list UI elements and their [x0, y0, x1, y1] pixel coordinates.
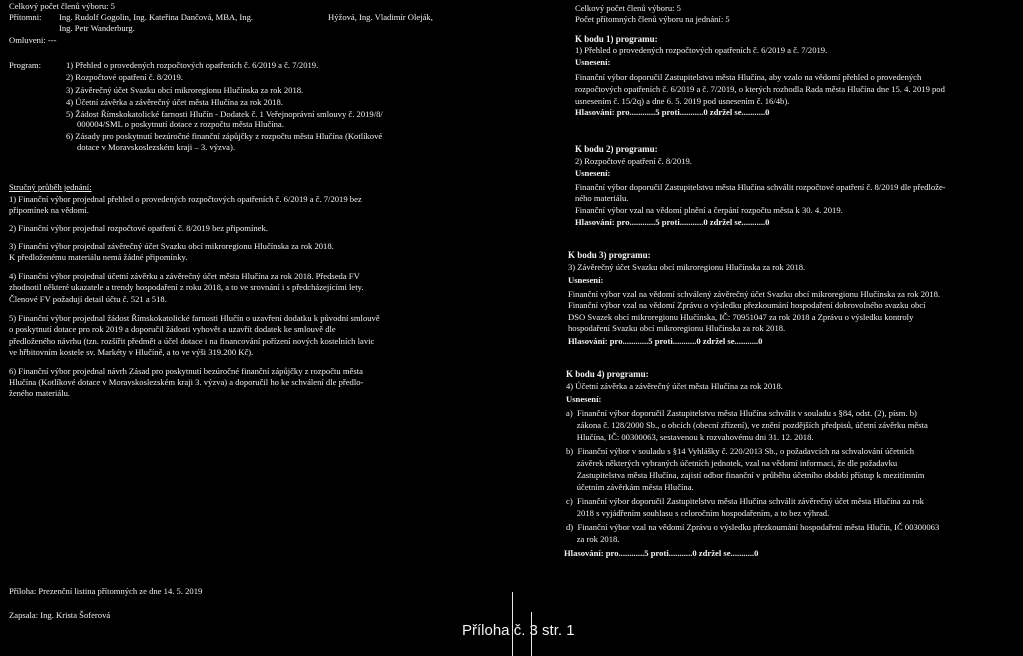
present-label: Přítomni: [9, 12, 42, 22]
resolution-line: d) Finanční výbor vzal na vědomí Zprávu o výsledku přezkoumání hospodaření města Hlučín, IČ 00300063 [566, 522, 940, 532]
vote-line: Hlasování: pro............5 proti...........0 zdržel se...........0 [568, 336, 763, 346]
course-line: 5) Finanční výbor projednal žádost Římskokatolické farnosti Hlučín o uzavření dodatku k původní smlouvě [9, 313, 380, 323]
resolution-line: Finanční výbor vzal na vědomí Zprávu o výsledku přezkoumání hospodaření dobrovolného svazku obcí [568, 300, 926, 310]
course-line: Členové FV požadují detail účtu č. 521 a 518. [9, 294, 167, 304]
resolution-line: účetním závěrkám města Hlučína. [566, 482, 694, 492]
item-subject: 2) Rozpočtové opatření č. 8/2019. [575, 156, 692, 166]
resolution-line: Finanční výbor doporučil Zastupitelstvu města Hlučína schválit rozpočtové opatření č. 8/2019 dle předlože- [575, 182, 946, 192]
present-line-1b: Hýžová, Ing. Vladimír Oleják, [328, 12, 433, 22]
item-heading: K bodu 2) programu: [575, 144, 658, 154]
total-members-right: Celkový počet členů výboru: 5 [575, 3, 681, 13]
resolution-line: c) Finanční výbor doporučil Zastupitelstvu města Hlučína schválit závěrečný účet města Hlučína za rok [566, 496, 924, 506]
vote-line: Hlasování: pro............5 proti...........0 zdržel se...........0 [564, 548, 759, 558]
program-item: 3) Závěrečný účet Svazku obcí mikroregionu Hlučínska za rok 2018. [66, 85, 304, 95]
course-line: 1) Finanční výbor projednal přehled o provedených rozpočtových opatřeních č. 6/2019 a č. 7/2019 bez [9, 194, 362, 204]
item-heading: K bodu 3) programu: [568, 250, 651, 260]
resolution-label: Usnesení: [568, 275, 604, 285]
vote-line: Hlasování: pro............5 proti...........0 zdržel se...........0 [575, 217, 770, 227]
course-line: 3) Finanční výbor projednal závěrečný účet Svazku obcí mikroregionu Hlučínska za rok 2018. [9, 241, 334, 251]
program-item: dotace v Moravskoslezském kraji – 3. výzva). [77, 142, 235, 152]
resolution-line: hospodaření Svazku obcí mikroregionu Hlučínska za rok 2018. [568, 323, 786, 333]
program-item: 4) Účetní závěrka a závěrečný účet města Hlučína za rok 2018. [66, 97, 283, 107]
total-members-left: Celkový počet členů výboru: 5 [9, 1, 115, 11]
item-heading: K bodu 1) programu: [575, 34, 658, 44]
resolution-line: b) Finanční výbor v souladu s §14 Vyhlášky č. 220/2013 Sb., o požadavcích na schvalování účetních [566, 446, 915, 456]
resolution-label: Usnesení: [575, 57, 611, 67]
resolution-label: Usnesení: [575, 168, 611, 178]
program-item: 1) Přehled o provedených rozpočtových opatřeních č. 6/2019 a č. 7/2019. [66, 60, 319, 70]
course-line: 2) Finanční výbor projednal rozpočtové opatření č. 8/2019 bez připomínek. [9, 223, 268, 233]
course-line: Hlučína (Kotlíkové dotace v Moravskoslezském kraji 3. výzva) a doporučil ho ke schválení dle předlo- [9, 377, 364, 387]
resolution-line: 2018 s vyjádřením souhlasu s celoročním hospodařením, a to bez výhrad. [566, 508, 830, 518]
course-heading: Stručný průběh jednání: [9, 182, 92, 192]
program-item: 000004/SML o poskytnutí dotace z rozpočtu města Hlučína. [77, 119, 284, 129]
resolution-line: Zastupitelstva města Hlučína, zajistí odbor finanční v průběhu účetního období přístup k mezitímním [566, 470, 925, 480]
course-line: 4) Finanční výbor projednal účetní závěrku a závěrečný účet města Hlučína za rok 2018. Předseda FV [9, 271, 360, 281]
resolution-line: Finanční výbor vzal na vědomí plnění a čerpání rozpočtu města k 30. 4. 2019. [575, 205, 843, 215]
program-item: 6) Zásady pro poskytnutí bezúročné finanční zápůjčky z rozpočtu města Hlučína (Kotlíkové [66, 131, 383, 141]
absent-line: Omluveni: --- [9, 35, 57, 45]
present-line-1: Ing. Rudolf Gogolin, Ing. Kateřina Dančová, MBA, Ing. [59, 12, 254, 22]
course-line: ženého materiálu. [9, 388, 71, 398]
resolution-line: rozpočtových opatřeních č. 6/2019 a č. 7/2019, o kterých rozhodla Rada města Hlučína dne 15. 4. 2019 pod [575, 84, 945, 94]
attachment-note: Příloha: Prezenční listina přítomných ze dne 14. 5. 2019 [9, 586, 203, 596]
course-line: předloženého návrhu (tzn. rozšířit předmět a účel dotace i na financování pořízení nových kostelních lavic [9, 336, 375, 346]
course-line: ve hřbitovním kostele sv. Markéty v Hlučíně, a to ve výši 319.200 Kč). [9, 347, 254, 357]
course-line: zhodnotil některé ukazatele a trendy hospodaření z roku 2018, a to ve srovnání i s předcházejícími lety. [9, 282, 364, 292]
course-line: o poskytnutí dotace pro rok 2019 a doporučil žádosti vyhovět a uzavřít dodatek ke smlouvě dle [9, 324, 336, 334]
item-subject: 1) Přehled o provedených rozpočtových opatřeních č. 6/2019 a č. 7/2019. [575, 45, 828, 55]
resolution-line: Finanční výbor doporučil Zastupitelstvu města Hlučína, aby vzalo na vědomí přehled o provedených [575, 72, 922, 82]
present-count: Počet přítomných členů výboru na jednání: 5 [575, 14, 730, 24]
recorded-by: Zapsala: Ing. Krista Šoferová [9, 610, 111, 620]
program-item: 2) Rozpočtové opatření č. 8/2019. [66, 72, 183, 82]
resolution-line: ného materiálu. [575, 193, 629, 203]
attachment-footer-label: Příloha č. 3 str. 1 [462, 622, 575, 639]
item-heading: K bodu 4) programu: [566, 369, 649, 379]
resolution-line: Hlučína, IČ: 00300063, sestavenou k rozvahovému dni 31. 12. 2018. [566, 432, 814, 442]
resolution-line: za rok 2018. [566, 534, 620, 544]
resolution-line: a) Finanční výbor doporučil Zastupitelstvu města Hlučína schválit v souladu s §84, odst. (2), písm. b) [566, 408, 917, 418]
program-label: Program: [9, 60, 41, 70]
resolution-line: zákona č. 128/2000 Sb., o obcích (obecní zřízení), ve znění pozdějších předpisů, účetní závěrku města [566, 420, 928, 430]
program-item: 5) Žádost Římskokatolické farnosti Hlučín - Dodatek č. 1 Veřejnoprávní smlouvy č. 2019/8/ [66, 109, 383, 119]
course-line: K předloženému materiálu nemá žádné připomínky. [9, 252, 188, 262]
item-subject: 3) Závěrečný účet Svazku obcí mikroregionu Hlučínska za rok 2018. [568, 262, 806, 272]
course-line: připomínek na vědomí. [9, 205, 89, 215]
vote-line: Hlasování: pro............5 proti...........0 zdržel se...........0 [575, 107, 770, 117]
course-line: 6) Finanční výbor projednal návrh Zásad pro poskytnutí bezúročné finanční zápůjčky z rozpočtu města [9, 366, 363, 376]
item-subject: 4) Účetní závěrka a závěrečný účet města Hlučína za rok 2018. [566, 381, 783, 391]
resolution-line: Finanční výbor vzal na vědomí schválený závěrečný účet Svazku obcí mikroregionu Hlučínska za rok 2018. [568, 289, 941, 299]
resolution-line: DSO Svazek obcí mikroregionu Hlučínska, IČ: 70951047 za rok 2018 a Zprávu o výsledku kontroly [568, 312, 914, 322]
present-line-2: Ing. Petr Wanderburg. [59, 23, 135, 33]
resolution-label: Usnesení: [566, 394, 602, 404]
resolution-line: závěrek některých vybraných účetních jednotek, vzal na vědomí informaci, že dle požadavku [566, 458, 898, 468]
resolution-line: usnesením č. 15/2q) a dne 6. 5. 2019 pod usnesením č. 16/4b). [575, 96, 790, 106]
